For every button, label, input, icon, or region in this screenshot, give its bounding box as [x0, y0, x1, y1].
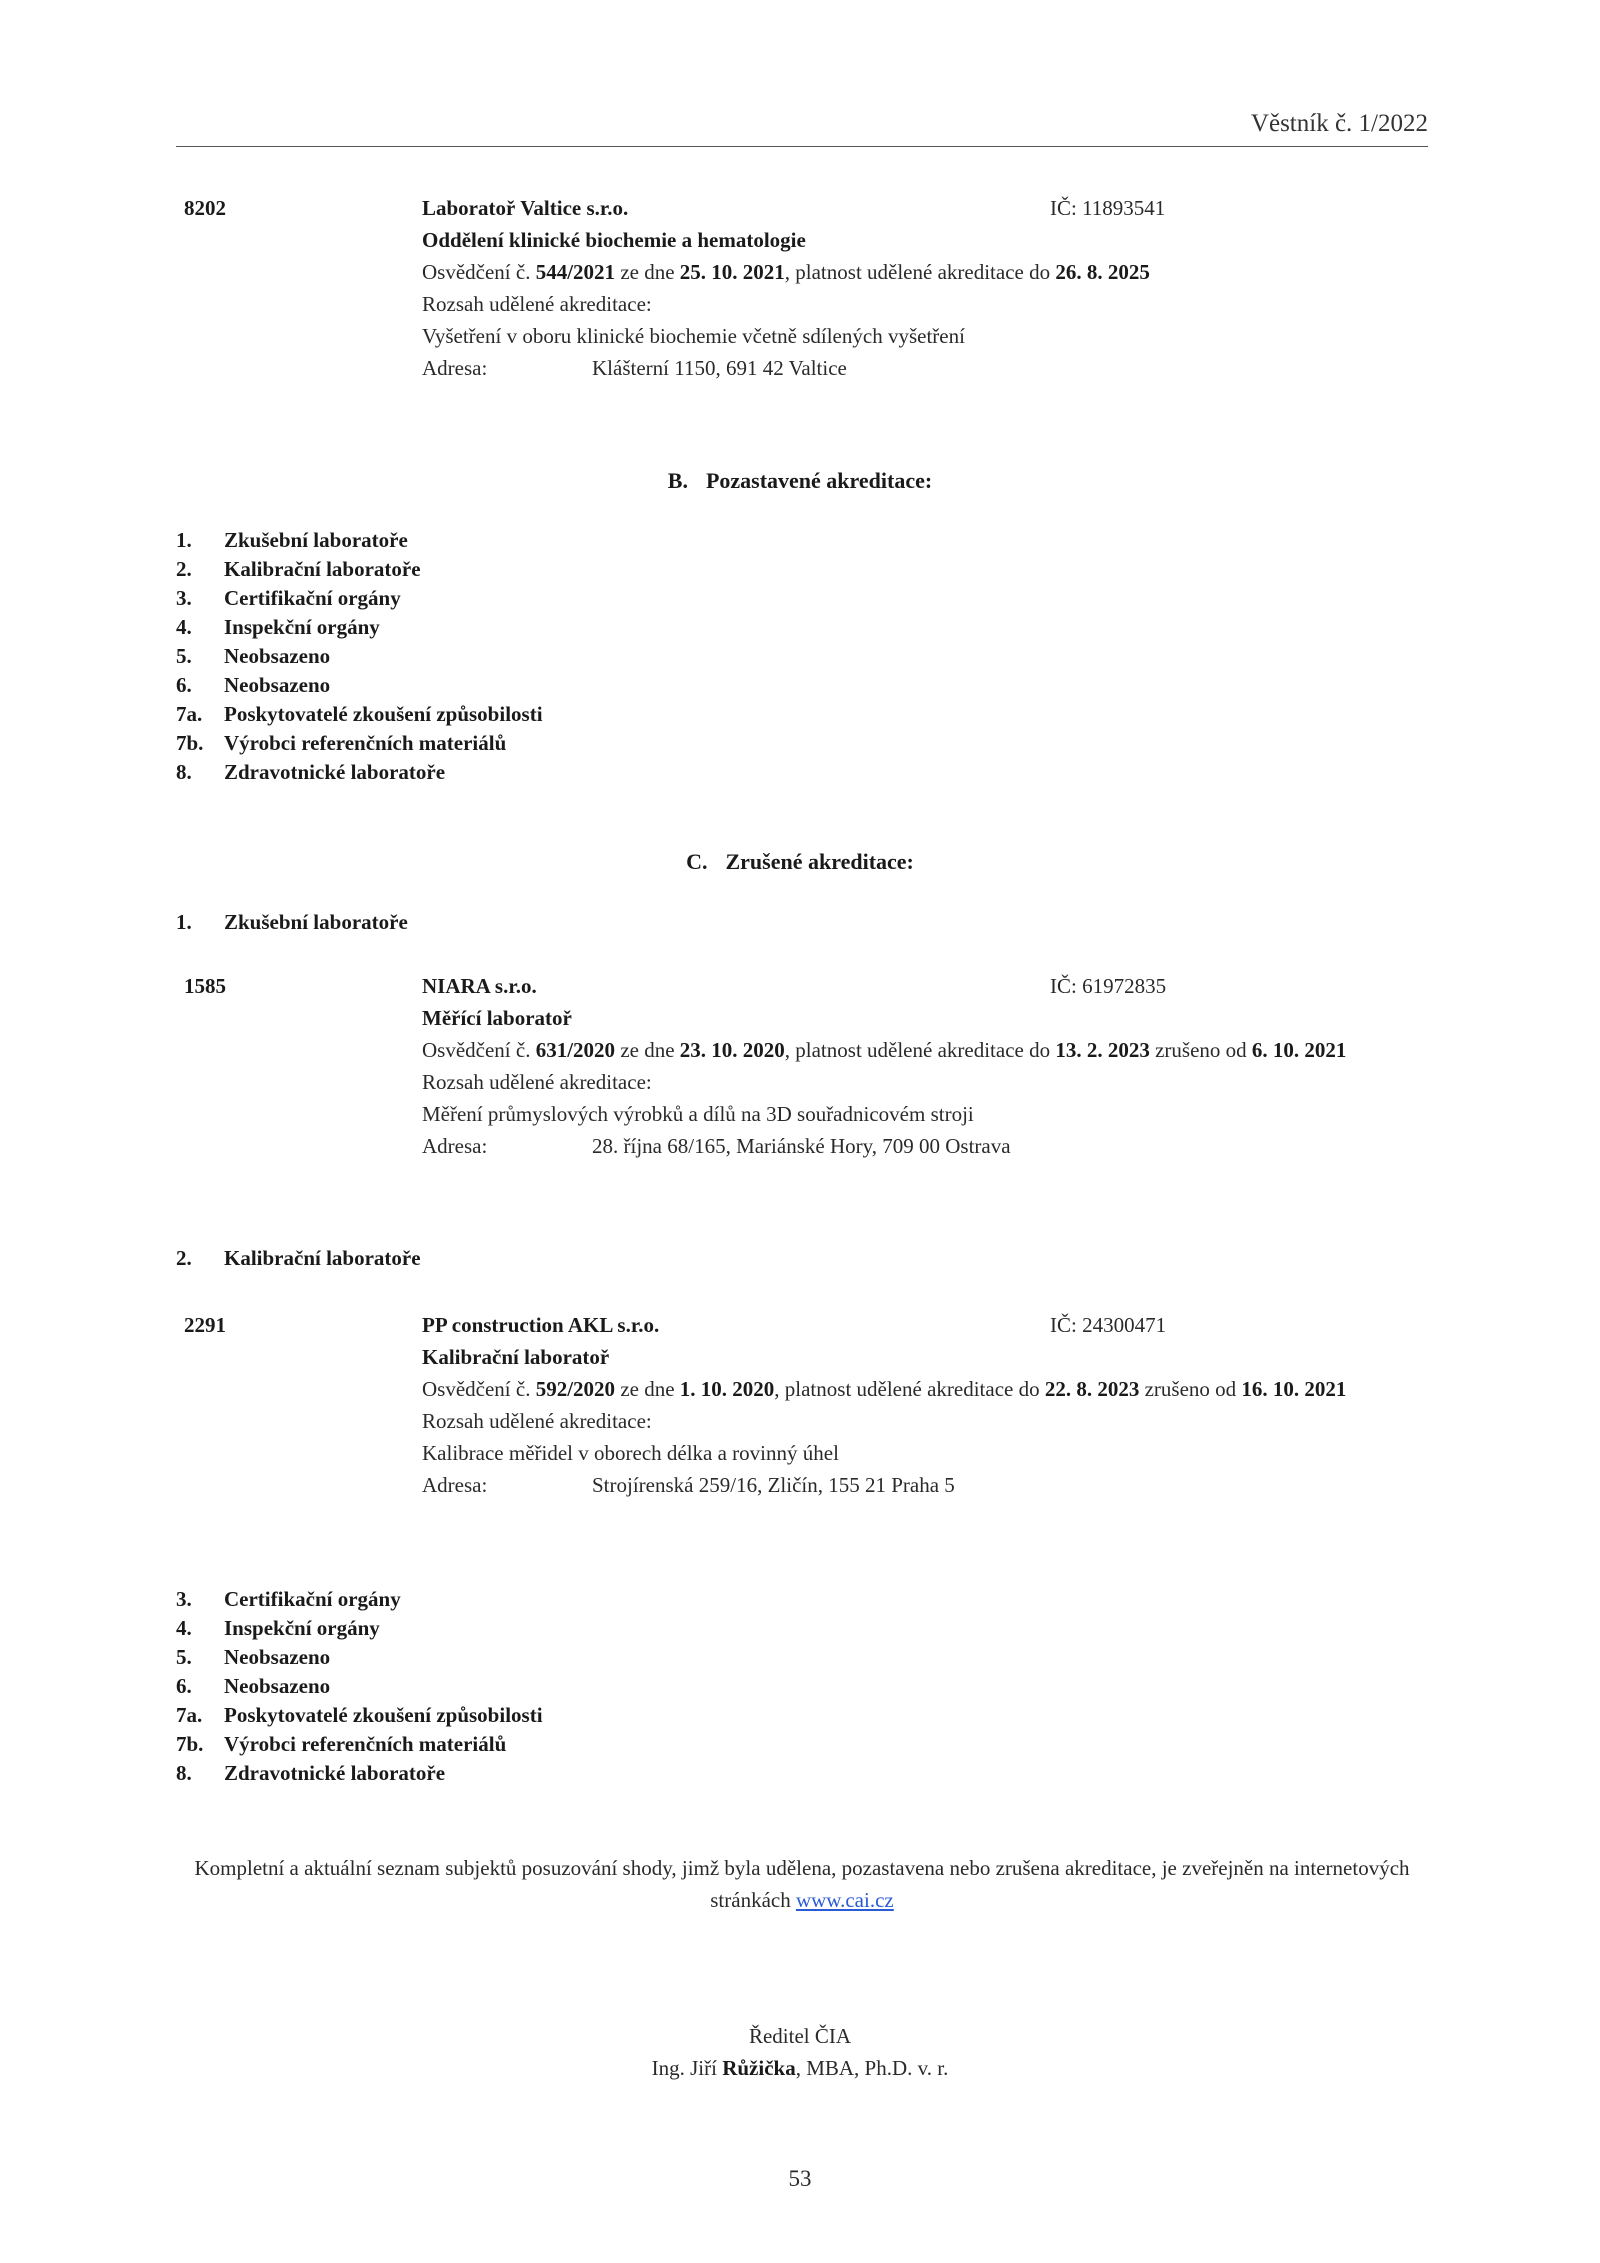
entry-body — [422, 1309, 1422, 1501]
category-item: 7a. Poskytovatelé zkoušení způsobilosti — [176, 702, 543, 726]
bulletin-title: Věstník č. 1/2022 — [1250, 110, 1428, 137]
page-number: 53 — [788, 2166, 812, 2191]
entry-scope: Kalibrace měřidel v oborech délka a rovinný úhel — [422, 1441, 839, 1465]
category-item: 3. Certifikační orgány — [176, 1587, 401, 1611]
accreditation-notice: Kompletní a aktuální seznam subjektů posuzování shody, jimž byla udělena, pozastavena nebo zrušena akreditace, je zveřejněn na internetových stránkách www.cai.cz — [194, 1856, 1410, 1912]
category-item: 1. Zkušební laboratoře — [176, 528, 408, 552]
entry-scope: Měření průmyslových výrobků a dílů na 3D souřadnicovém stroji — [422, 1102, 974, 1126]
entry-scope-label: Rozsah udělené akreditace: — [422, 1070, 652, 1094]
entry-address: Adresa: Strojírenská 259/16, Zličín, 155 21 Praha 5 — [422, 1473, 955, 1497]
entry-scope-label: Rozsah udělené akreditace: — [422, 292, 652, 316]
category-item: 6. Neobsazeno — [176, 673, 331, 697]
section-c-subhead-testing: 1. Zkušební laboratoře — [176, 910, 408, 934]
section-c-subhead-calibration: 2. Kalibrační laboratoře — [176, 1246, 421, 1270]
category-item: 2. Kalibrační laboratoře — [176, 557, 421, 581]
entry-body — [422, 192, 1422, 384]
entry-name: Laboratoř Valtice s.r.o. — [422, 196, 629, 220]
category-item: 6. Neobsazeno — [176, 1674, 331, 1698]
category-item: 3. Certifikační orgány — [176, 586, 401, 610]
entry-address: Adresa: 28. října 68/165, Mariánské Hory, 709 00 Ostrava — [422, 1134, 1011, 1158]
signature-block — [0, 2020, 1600, 2084]
category-item: 4. Inspekční orgány — [176, 615, 380, 639]
category-item: 8. Zdravotnické laboratoře — [176, 760, 446, 784]
entry-name: NIARA s.r.o. — [422, 974, 537, 998]
category-item: 7a. Poskytovatelé zkoušení způsobilosti — [176, 1703, 543, 1727]
category-item: 8. Zdravotnické laboratoře — [176, 1761, 446, 1785]
entry-ic: IČ: 24300471 — [1050, 1313, 1167, 1337]
entry-department: Kalibrační laboratoř — [422, 1345, 610, 1369]
section-b-category-list — [176, 526, 876, 787]
section-b-title: B. Pozastavené akreditace: — [667, 468, 933, 493]
entry-number: 1585 — [184, 974, 226, 998]
entry-department: Měřící laboratoř — [422, 1006, 572, 1030]
entry-scope: Vyšetření v oboru klinické biochemie včetně sdílených vyšetření — [422, 324, 965, 348]
category-item: 7b. Výrobci referenčních materiálů — [176, 1732, 507, 1756]
page-header — [176, 108, 1428, 147]
category-item: 7b. Výrobci referenčních materiálů — [176, 731, 507, 755]
entry-department: Oddělení klinické biochemie a hematologie — [422, 228, 806, 252]
entry-ic: IČ: 61972835 — [1050, 974, 1167, 998]
category-item: 5. Neobsazeno — [176, 1645, 331, 1669]
entry-scope-label: Rozsah udělené akreditace: — [422, 1409, 652, 1433]
entry-body — [422, 970, 1422, 1162]
signature-name: Ing. Jiří Růžička, MBA, Ph.D. v. r. — [651, 2056, 949, 2080]
cai-website-link[interactable]: www.cai.cz — [795, 1888, 894, 1912]
section-c-title: C. Zrušené akreditace: — [686, 849, 914, 874]
category-item: 4. Inspekční orgány — [176, 1616, 380, 1640]
entry-name: PP construction AKL s.r.o. — [422, 1313, 660, 1337]
entry-address: Adresa: Klášterní 1150, 691 42 Valtice — [422, 356, 847, 380]
entry-certificate: Osvědčení č. 592/2020 ze dne 1. 10. 2020, platnost udělené akreditace do 22. 8. 2023 zrušeno od 16. 10. 2021 — [422, 1377, 1347, 1401]
entry-number: 8202 — [184, 196, 226, 220]
entry-certificate: Osvědčení č. 544/2021 ze dne 25. 10. 2021, platnost udělené akreditace do 26. 8. 2025 — [422, 260, 1150, 284]
section-c-category-list — [176, 1585, 876, 1788]
category-item: 5. Neobsazeno — [176, 644, 331, 668]
entry-certificate: Osvědčení č. 631/2020 ze dne 23. 10. 2020, platnost udělené akreditace do 13. 2. 2023 zrušeno od 6. 10. 2021 — [422, 1038, 1347, 1062]
entry-ic: IČ: 11893541 — [1050, 196, 1166, 220]
entry-number: 2291 — [184, 1313, 226, 1337]
signature-role: Ředitel ČIA — [748, 2024, 852, 2048]
